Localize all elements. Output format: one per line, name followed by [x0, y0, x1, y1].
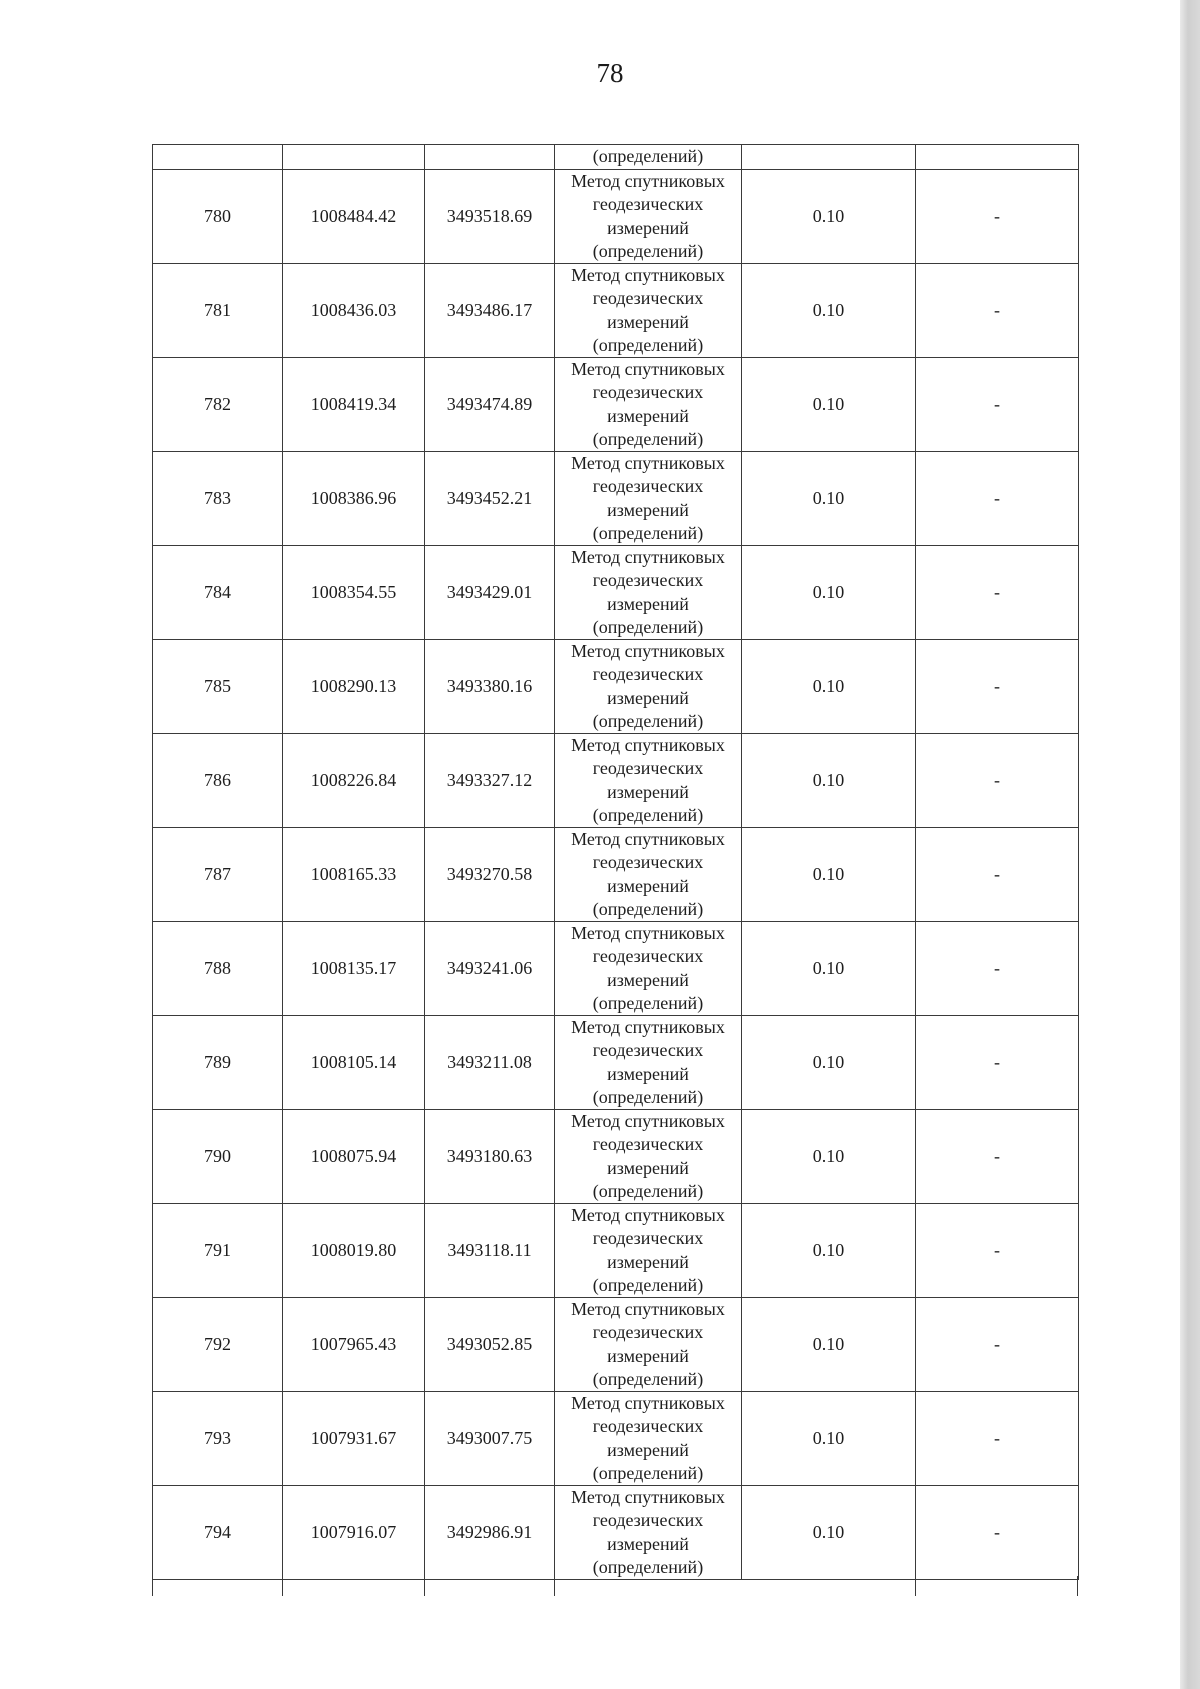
x-coordinate-cell: 1007916.07 — [283, 1486, 425, 1580]
accuracy-cell: 0.10 — [742, 922, 916, 1016]
method-text-line: (определений) — [592, 992, 704, 1013]
table-row — [153, 1486, 1079, 1580]
note-cell: - — [916, 922, 1079, 1016]
method-text-line: геодезических — [592, 946, 704, 967]
note-cell: - — [916, 358, 1079, 452]
x-coordinate-cell: 1008290.13 — [283, 640, 425, 734]
accuracy-cell — [742, 145, 916, 170]
table-row-continued — [153, 145, 1079, 170]
table-row — [153, 828, 1079, 922]
note-cell: - — [916, 1298, 1079, 1392]
point-number-cell: 781 — [153, 264, 283, 358]
method-cell — [555, 922, 742, 1016]
method-text-line: геодезических — [592, 382, 704, 403]
method-text-line: измерений — [607, 687, 689, 708]
method-text-line: Метод спутниковых — [571, 547, 725, 568]
point-number-cell: 789 — [153, 1016, 283, 1110]
method-text-line: Метод спутниковых — [571, 359, 725, 380]
method-text-line: Метод спутниковых — [571, 829, 725, 850]
method-text-line: геодезических — [592, 1134, 704, 1155]
x-coordinate-cell: 1008019.80 — [283, 1204, 425, 1298]
accuracy-cell: 0.10 — [742, 734, 916, 828]
table-row — [153, 1204, 1079, 1298]
method-text-line: Метод спутниковых — [571, 1393, 725, 1414]
point-number-cell: 785 — [153, 640, 283, 734]
method-text-line: измерений — [607, 969, 689, 990]
page-number: 78 — [596, 58, 624, 88]
method-text-line: (определений) — [592, 1462, 704, 1483]
point-number-cell — [153, 145, 283, 170]
method-text-line: (определений) — [592, 240, 704, 261]
x-coordinate-cell: 1008436.03 — [283, 264, 425, 358]
note-cell: - — [916, 546, 1079, 640]
table-border-tail — [554, 1576, 555, 1596]
note-cell: - — [916, 828, 1079, 922]
table-row — [153, 1298, 1079, 1392]
note-cell: - — [916, 170, 1079, 264]
note-cell: - — [916, 1486, 1079, 1580]
x-coordinate-cell — [283, 145, 425, 170]
table-border-tail — [152, 1576, 153, 1596]
y-coordinate-cell: 3493241.06 — [425, 922, 555, 1016]
method-text-line: (определений) — [592, 616, 704, 637]
table-row — [153, 640, 1079, 734]
method-text-line: измерений — [607, 781, 689, 802]
method-cell — [555, 452, 742, 546]
x-coordinate-cell: 1008419.34 — [283, 358, 425, 452]
method-text-line: (определений) — [592, 1368, 704, 1389]
point-number-cell: 782 — [153, 358, 283, 452]
y-coordinate-cell: 3493007.75 — [425, 1392, 555, 1486]
method-cell — [555, 828, 742, 922]
method-text-line: Метод спутниковых — [571, 453, 725, 474]
table-border-tail — [1077, 1576, 1078, 1596]
note-cell: - — [916, 452, 1079, 546]
method-cell — [555, 264, 742, 358]
point-number-cell: 783 — [153, 452, 283, 546]
method-text-line: геодезических — [592, 664, 704, 685]
method-text-line: Метод спутниковых — [571, 923, 725, 944]
y-coordinate-cell: 3493211.08 — [425, 1016, 555, 1110]
method-text-line: геодезических — [592, 1510, 704, 1531]
method-text-line: измерений — [607, 217, 689, 238]
method-cell — [555, 734, 742, 828]
note-cell: - — [916, 640, 1079, 734]
x-coordinate-cell: 1008354.55 — [283, 546, 425, 640]
x-coordinate-cell: 1008165.33 — [283, 828, 425, 922]
method-text-line: (определений) — [592, 522, 704, 543]
y-coordinate-cell: 3493429.01 — [425, 546, 555, 640]
method-cell — [555, 1204, 742, 1298]
method-cell — [555, 170, 742, 264]
point-number-cell: 791 — [153, 1204, 283, 1298]
x-coordinate-cell: 1008484.42 — [283, 170, 425, 264]
y-coordinate-cell: 3493052.85 — [425, 1298, 555, 1392]
scan-edge-shadow — [1180, 0, 1200, 1689]
note-cell: - — [916, 1016, 1079, 1110]
note-cell — [916, 145, 1079, 170]
method-text-line: измерений — [607, 1157, 689, 1178]
accuracy-cell: 0.10 — [742, 1298, 916, 1392]
accuracy-cell: 0.10 — [742, 1204, 916, 1298]
note-cell: - — [916, 264, 1079, 358]
accuracy-cell: 0.10 — [742, 1392, 916, 1486]
method-text-line: (определений) — [592, 428, 704, 449]
method-text-line: Метод спутниковых — [571, 735, 725, 756]
point-number-cell: 794 — [153, 1486, 283, 1580]
accuracy-cell: 0.10 — [742, 1110, 916, 1204]
point-number-cell: 788 — [153, 922, 283, 1016]
table-row — [153, 1110, 1079, 1204]
x-coordinate-cell: 1008226.84 — [283, 734, 425, 828]
table-row — [153, 358, 1079, 452]
method-text-line: измерений — [607, 499, 689, 520]
method-text-line: измерений — [607, 1251, 689, 1272]
y-coordinate-cell: 3493270.58 — [425, 828, 555, 922]
method-cell — [555, 1392, 742, 1486]
method-text-line: (определений) — [592, 334, 704, 355]
x-coordinate-cell: 1007931.67 — [283, 1392, 425, 1486]
accuracy-cell: 0.10 — [742, 640, 916, 734]
table-row — [153, 1392, 1079, 1486]
accuracy-cell: 0.10 — [742, 264, 916, 358]
method-text-line: Метод спутниковых — [571, 1299, 725, 1320]
accuracy-cell: 0.10 — [742, 358, 916, 452]
accuracy-cell: 0.10 — [742, 546, 916, 640]
x-coordinate-cell: 1007965.43 — [283, 1298, 425, 1392]
method-text-line: геодезических — [592, 194, 704, 215]
method-cell — [555, 1016, 742, 1110]
method-cell — [555, 546, 742, 640]
y-coordinate-cell: 3493380.16 — [425, 640, 555, 734]
table-body — [153, 145, 1079, 1580]
note-cell: - — [916, 734, 1079, 828]
method-text-line: геодезических — [592, 476, 704, 497]
table-border-tail — [424, 1576, 425, 1596]
method-text-line: геодезических — [592, 288, 704, 309]
point-number-cell: 784 — [153, 546, 283, 640]
note-cell: - — [916, 1110, 1079, 1204]
method-cell — [555, 640, 742, 734]
note-cell: - — [916, 1392, 1079, 1486]
table-row — [153, 452, 1079, 546]
method-text-line: геодезических — [592, 1322, 704, 1343]
method-text-line: Метод спутниковых — [571, 1487, 725, 1508]
x-coordinate-cell: 1008105.14 — [283, 1016, 425, 1110]
method-cell — [555, 1486, 742, 1580]
table-row — [153, 734, 1079, 828]
y-coordinate-cell: 3493474.89 — [425, 358, 555, 452]
method-text-line: измерений — [607, 405, 689, 426]
method-text-line: измерений — [607, 593, 689, 614]
y-coordinate-cell: 3493327.12 — [425, 734, 555, 828]
method-cell — [555, 358, 742, 452]
method-cell — [555, 1110, 742, 1204]
accuracy-cell: 0.10 — [742, 1016, 916, 1110]
method-text-line: (определений) — [592, 804, 704, 825]
point-number-cell: 787 — [153, 828, 283, 922]
accuracy-cell: 0.10 — [742, 828, 916, 922]
method-text-line: Метод спутниковых — [571, 1017, 725, 1038]
table-row — [153, 170, 1079, 264]
method-text-line: измерений — [607, 1345, 689, 1366]
method-text-line: измерений — [607, 1533, 689, 1554]
point-number-cell: 780 — [153, 170, 283, 264]
method-text-line: (определений) — [592, 710, 704, 731]
x-coordinate-cell: 1008075.94 — [283, 1110, 425, 1204]
y-coordinate-cell: 3493118.11 — [425, 1204, 555, 1298]
method-text-line: Метод спутниковых — [571, 171, 725, 192]
accuracy-cell: 0.10 — [742, 452, 916, 546]
table-row — [153, 1016, 1079, 1110]
method-text-line: (определений) — [592, 898, 704, 919]
table-row — [153, 922, 1079, 1016]
y-coordinate-cell — [425, 145, 555, 170]
method-text-line: геодезических — [592, 570, 704, 591]
method-cell — [555, 1298, 742, 1392]
table-row — [153, 264, 1079, 358]
method-text-line: геодезических — [592, 1228, 704, 1249]
method-text-line: геодезических — [592, 1040, 704, 1061]
method-text-line: Метод спутниковых — [571, 1111, 725, 1132]
method-text-line: измерений — [607, 1063, 689, 1084]
coordinates-table — [152, 144, 1079, 1580]
point-number-cell: 793 — [153, 1392, 283, 1486]
table-border-tail — [282, 1576, 283, 1596]
point-number-cell: 790 — [153, 1110, 283, 1204]
y-coordinate-cell: 3493180.63 — [425, 1110, 555, 1204]
method-cell: (определений) — [555, 145, 742, 170]
method-text-line: геодезических — [592, 758, 704, 779]
method-text-line: Метод спутниковых — [571, 641, 725, 662]
method-text-line: геодезических — [592, 1416, 704, 1437]
x-coordinate-cell: 1008135.17 — [283, 922, 425, 1016]
method-text-line: геодезических — [592, 852, 704, 873]
y-coordinate-cell: 3492986.91 — [425, 1486, 555, 1580]
table-border-tail — [915, 1576, 916, 1596]
y-coordinate-cell: 3493518.69 — [425, 170, 555, 264]
accuracy-cell: 0.10 — [742, 1486, 916, 1580]
point-number-cell: 792 — [153, 1298, 283, 1392]
method-text-line: измерений — [607, 1439, 689, 1460]
point-number-cell: 786 — [153, 734, 283, 828]
method-text-line: измерений — [607, 875, 689, 896]
x-coordinate-cell: 1008386.96 — [283, 452, 425, 546]
method-text-line: Метод спутниковых — [571, 1205, 725, 1226]
method-text-line: измерений — [607, 311, 689, 332]
method-text-line: (определений) — [592, 1086, 704, 1107]
note-cell: - — [916, 1204, 1079, 1298]
method-text-line: Метод спутниковых — [571, 265, 725, 286]
accuracy-cell: 0.10 — [742, 170, 916, 264]
method-text-line: (определений) — [592, 1556, 704, 1577]
table-row — [153, 546, 1079, 640]
method-text-line: (определений) — [592, 1274, 704, 1295]
y-coordinate-cell: 3493452.21 — [425, 452, 555, 546]
y-coordinate-cell: 3493486.17 — [425, 264, 555, 358]
method-text-line: (определений) — [592, 1180, 704, 1201]
